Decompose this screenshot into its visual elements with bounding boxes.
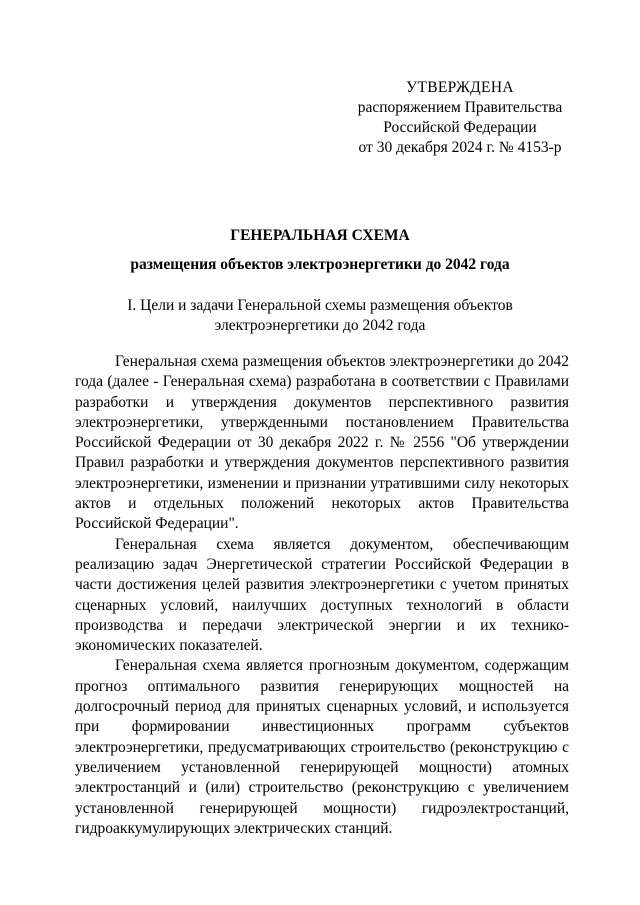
paragraph-3: Генеральная схема является прогнозным документом, содержащим прогноз оптимального развития генерирующих мощностей на долгосрочный период для принятых сценарных условий, и используется при формировании инвестиционных программ субъектов электроэнергетики, предусматривающих строительство (реконструкцию с увеличением установленной генерирующей мощности) атомных электростанций и (или) строительство (реконструкцию с увеличением установленной генерирующей мощности) гидроэлектростанций, гидроаккумулирующих электрических станций.	[75, 657, 569, 837]
section-heading-line-2: электроэнергетики до 2042 года	[214, 317, 426, 334]
section-heading-line-1: I. Цели и задачи Генеральной схемы размещения объектов	[127, 297, 513, 314]
approval-heading: УТВЕРЖДЕНА	[406, 79, 514, 96]
paragraph-1: Генеральная схема размещения объектов электроэнергетики до 2042 года (далее - Генеральная схема) разработана в соответствии с Правилами разработки и утверждения документов перспективного развития электроэнергетики, утвержденными постановлением Правительства Российской Федерации от 30 декабря 2022 г. № 2556 "Об утверждении Правил разработки и утверждения документов перспективного развития электроэнергетики, изменении и признании утратившими силу некоторых актов и отдельных положений некоторых актов Правительства Российской Федерации".	[75, 353, 569, 533]
body-text	[75, 352, 569, 839]
document-title	[60, 226, 580, 275]
section-heading	[60, 296, 580, 336]
approval-line-3: от 30 декабря 2024 г. № 4153-р	[358, 139, 562, 156]
approval-line-1: распоряжением Правительства	[357, 99, 563, 116]
approval-stamp	[340, 78, 580, 158]
approval-line-2: Российской Федерации	[383, 119, 537, 136]
title-line-2: размещения объектов электроэнергетики до 2042 года	[130, 256, 510, 273]
paragraph-2: Генеральная схема является документом, обеспечивающим реализацию задач Энергетической стратегии Российской Федерации в части достижения целей развития электроэнергетики с учетом принятых сценарных условий, наилучших доступных технологий в области производства и передачи электрической энергии и их технико-экономических показателей.	[75, 535, 569, 655]
title-line-1: ГЕНЕРАЛЬНАЯ СХЕМА	[230, 227, 410, 244]
